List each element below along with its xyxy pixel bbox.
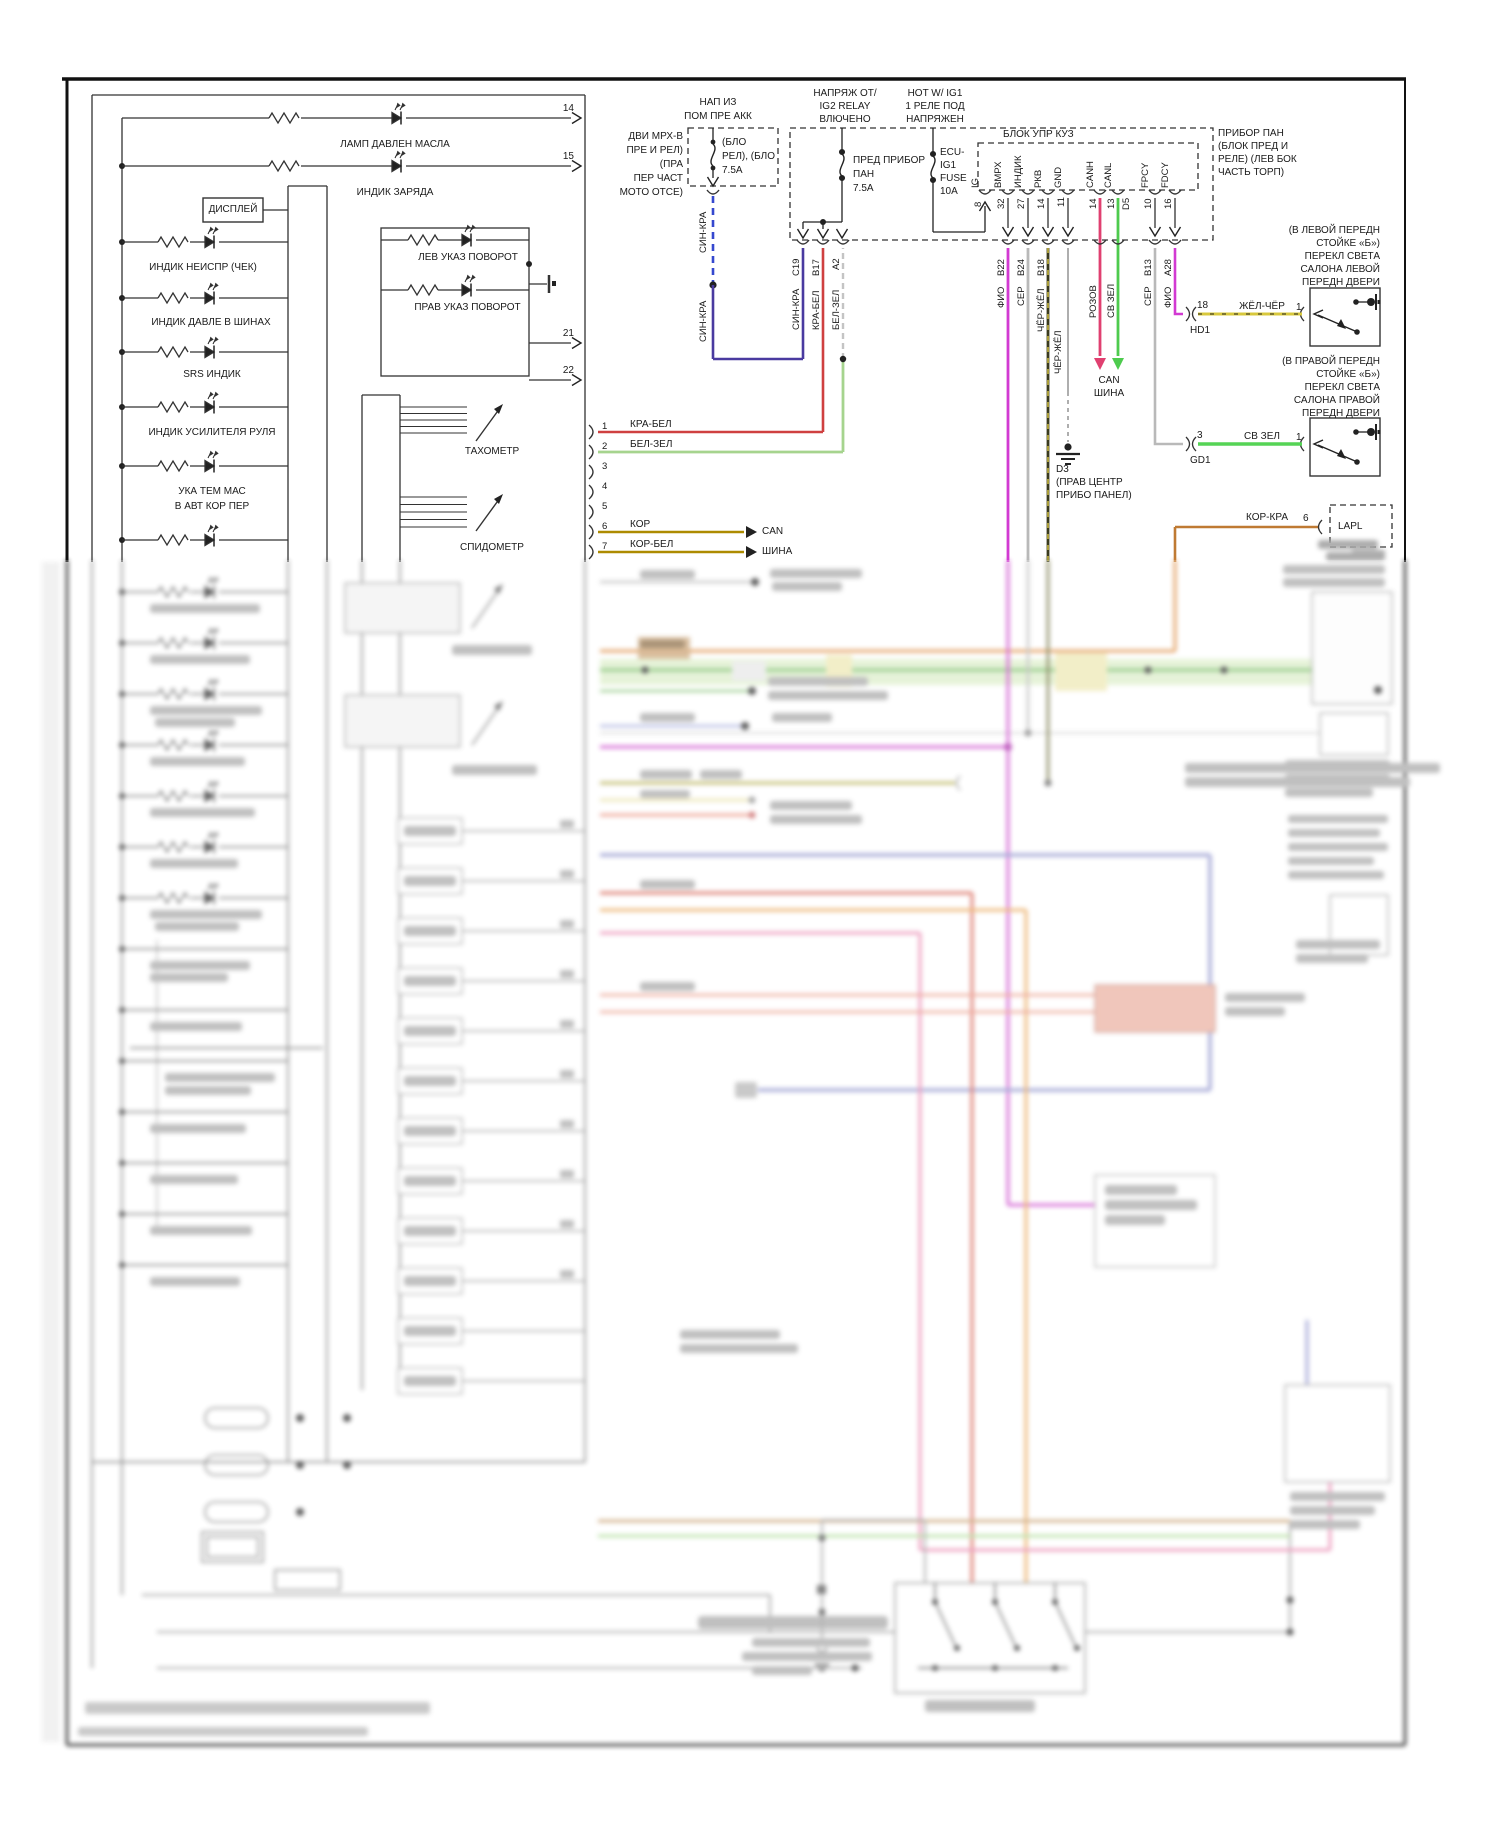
door-right-h1: (В ПРАВОЙ ПЕРЕДН <box>1282 356 1380 367</box>
bcm-num-14: 14 <box>1036 198 1047 209</box>
blurred-lamp-rows <box>119 578 323 1286</box>
ig1-header-2: 1 РЕЛЕ ПОД <box>905 101 965 112</box>
blurred-bottom-left <box>78 1408 1294 1736</box>
door-right-h2: СТОЙКЕ «Б») <box>1316 369 1380 380</box>
oil-lamp-label: ЛАМП ДАВЛЕН МАСЛА <box>340 139 450 150</box>
hd1-id: HD1 <box>1190 325 1211 336</box>
door-left-h4: САЛОНА ЛЕВОЙ <box>1300 264 1380 275</box>
bcm-pin-gnd: GND <box>1053 166 1064 188</box>
wire-kor-kra-label: КОР-КРА <box>1246 512 1288 523</box>
door-right-sw-pin: 1 <box>1296 432 1302 443</box>
batt-fuse-2: РЕЛ), (БЛО <box>722 151 776 162</box>
batt-fuse-1: (БЛО <box>722 137 747 148</box>
pin-a28: A28 <box>1163 259 1174 276</box>
bcm-num-16: 16 <box>1163 198 1174 209</box>
wire-b18: ЧЁР-ЖЁЛ <box>1036 288 1047 332</box>
d3-loc-2: ПРИБО ПАНЕЛ) <box>1056 490 1132 501</box>
pin-5: 5 <box>602 501 608 512</box>
speedometer-label: СПИДОМЕТР <box>460 542 524 553</box>
bcm-pin-canh: CANH <box>1085 161 1096 188</box>
ig1-fuse-4: 10А <box>940 186 958 197</box>
blurred-wire-runs <box>598 560 1330 1583</box>
bcm-num-32: 32 <box>996 198 1007 209</box>
bcm-pin-ig: IG <box>970 177 981 188</box>
wire-label-kor-bel: КОР-БЕЛ <box>630 539 674 550</box>
wire-label-bel-zel: БЕЛ-ЗЕЛ <box>630 439 673 450</box>
ig1-fuse-2: IG1 <box>940 160 957 171</box>
wire-svzel: СВ ЗЕЛ <box>1106 283 1117 318</box>
door-left-h3: ПЕРЕКЛ СВЕТА <box>1304 251 1380 262</box>
wire-a28: ФИО <box>1163 286 1174 308</box>
pin-b13: B13 <box>1143 259 1154 276</box>
panel-label-4: ЧАСТЬ ТОРП) <box>1218 167 1285 178</box>
blurred-middle-gauges <box>345 583 537 775</box>
panel-label-2: (БЛОК ПРЕД И <box>1218 141 1289 152</box>
bcm-pin-fdcy: FDCY <box>1160 162 1171 188</box>
bcm-num-11: 11 <box>1056 197 1067 207</box>
ig1-fuse-3: FUSE <box>940 173 967 184</box>
door-left-h2: СТОЙКЕ «Б») <box>1316 238 1380 249</box>
steering-lamp-label: ИНДИК УСИЛИТЕЛЯ РУЛЯ <box>148 427 276 438</box>
tire-lamp-label: ИНДИК ДАВЛЕ В ШИНАХ <box>151 317 271 328</box>
pin-b24: B24 <box>1016 259 1027 276</box>
wire-sin-kra-label-2: СИН-КРА <box>698 300 709 342</box>
door-left-h1: (В ЛЕВОЙ ПЕРЕДН <box>1288 225 1380 236</box>
door-left-h5: ПЕРЕДН ДВЕРИ <box>1302 277 1380 288</box>
door-right-h5: ПЕРЕДН ДВЕРИ <box>1302 408 1380 419</box>
pin-7: 7 <box>602 541 608 552</box>
batt-header-1: НАП ИЗ <box>699 97 737 108</box>
pin-b18: B18 <box>1036 259 1047 276</box>
door-right-h3: ПЕРЕКЛ СВЕТА <box>1304 382 1380 393</box>
wire-sin-kra-label-1: СИН-КРА <box>698 211 709 253</box>
bcm-pin-indik: ИНДИК <box>1013 155 1024 188</box>
pin-4: 4 <box>602 481 608 492</box>
lapl-id: LAPL <box>1338 521 1363 532</box>
atf-lamp-label-1: УКА ТЕМ МАС <box>178 486 246 497</box>
wire-label-kor: КОР <box>630 519 651 530</box>
pin-c19: C19 <box>791 258 802 276</box>
ig2-header-3: ВЛЮЧЕНО <box>819 114 871 125</box>
d3-id: D3 <box>1056 464 1069 475</box>
tachometer-label: ТАХОМЕТР <box>464 446 520 457</box>
wire-sv-zel-label: СВ ЗЕЛ <box>1244 431 1280 442</box>
pin-2: 2 <box>602 441 608 452</box>
exit-num-15: 15 <box>562 151 574 162</box>
can-bus-label-1: CAN <box>1098 375 1120 386</box>
pin-3: 3 <box>602 461 608 472</box>
bcm-pin-fpcy: FPCY <box>1140 162 1151 188</box>
blurred-right-boxes <box>1095 540 1392 1529</box>
bcm-num-27: 27 <box>1016 198 1027 209</box>
ig1-header-3: НАПРЯЖЕН <box>906 114 964 125</box>
bcm-pin-canl: CANL <box>1103 162 1114 188</box>
bus-arrow-label: ШИНА <box>762 546 793 557</box>
pin-b17: B17 <box>811 259 822 276</box>
door-left-sw-pin: 1 <box>1296 302 1302 313</box>
wire-label-kra-bel: КРА-БЕЛ <box>630 419 672 430</box>
d3-loc-1: (ПРАВ ЦЕНТР <box>1056 477 1123 488</box>
pin-a2: A2 <box>831 258 842 270</box>
batt-src-3: (ПРА <box>659 159 683 170</box>
bcm-pin-rkv: РКВ <box>1033 169 1044 188</box>
bcm-num-canl: 13 <box>1106 198 1117 209</box>
display-label: ДИСПЛЕЙ <box>208 204 258 215</box>
batt-src-4: ПЕР ЧАСТ <box>633 173 683 184</box>
bcm-title: БЛОК УПР КУЗ <box>1000 129 1077 141</box>
wire-b17: КРА-БЕЛ <box>811 290 822 330</box>
wire-b24: СЕР <box>1016 286 1027 306</box>
ig2-header-2: IG2 RELAY <box>819 101 871 112</box>
pin-6: 6 <box>602 521 608 532</box>
ig2-header-1: НАПРЯЖ ОТ/ <box>813 88 877 99</box>
exit-num-14: 14 <box>562 103 574 114</box>
exit-num-21: 21 <box>562 328 574 339</box>
bcm-num-10: 10 <box>1143 198 1154 209</box>
ig2-fuse-2: ПАН <box>853 169 875 180</box>
exit-num-22: 22 <box>562 365 574 376</box>
pin-1: 1 <box>602 421 608 432</box>
ig2-fuse-1: ПРЕД ПРИБОР <box>853 155 926 166</box>
batt-src-5: МОТО ОТСЕ) <box>619 187 683 198</box>
can-bus-label-2: ШИНА <box>1093 388 1125 399</box>
bcm-pin-d5: D5 <box>1121 197 1132 210</box>
batt-header-2: ПОМ ПРЕ АКК <box>684 111 752 122</box>
batt-src-2: ПРЕ И РЕЛ) <box>626 145 683 156</box>
pin-b22: B22 <box>996 259 1007 276</box>
can-arrow-label: CAN <box>762 526 784 537</box>
check-lamp-label: ИНДИК НЕИСПР (ЧЕК) <box>149 262 257 273</box>
gd1-pin: 3 <box>1197 430 1203 441</box>
wire-cher-zhel-2: ЧЁР-ЖЁЛ <box>1053 330 1064 374</box>
wire-b13: СЕР <box>1143 286 1154 306</box>
gd1-id: GD1 <box>1190 455 1211 466</box>
ig2-fuse-3: 7.5А <box>853 183 874 194</box>
panel-label-1: ПРИБОР ПАН <box>1218 128 1284 139</box>
charge-lamp-label: ИНДИК ЗАРЯДА <box>356 187 434 198</box>
lapl-pin: 6 <box>1303 513 1309 524</box>
srs-lamp-label: SRS ИНДИК <box>183 369 241 380</box>
wire-c19: СИН-КРА <box>791 288 802 330</box>
turn-right-label: ПРАВ УКАЗ ПОВОРОТ <box>414 302 521 313</box>
wire-b22: ФИО <box>996 286 1007 308</box>
door-right-h4: САЛОНА ПРАВОЙ <box>1293 395 1380 406</box>
wire-a2: БЕЛ-ЗЕЛ <box>831 289 842 330</box>
panel-label-3: РЕЛЕ) (ЛЕВ БОК <box>1218 154 1297 165</box>
batt-src-1: ДВИ МРХ-В <box>628 131 683 142</box>
turn-left-label: ЛЕВ УКАЗ ПОВОРОТ <box>418 252 518 263</box>
wire-zhel-cher-label: ЖЁЛ-ЧЁР <box>1239 301 1285 312</box>
ig1-fuse-1: ECU- <box>940 147 965 158</box>
batt-fuse-3: 7.5А <box>722 165 743 176</box>
hd1-pin: 18 <box>1197 300 1209 311</box>
bcm-num-8: 8 <box>973 201 984 207</box>
bcm-pin-vmrh: ВМРХ <box>993 161 1004 188</box>
blurred-middle-box-column <box>398 818 585 1394</box>
atf-lamp-label-2: В АВТ КОР ПЕР <box>174 501 250 512</box>
bcm-num-canh: 14 <box>1088 198 1099 209</box>
wire-rozov: РОЗОВ <box>1088 285 1099 318</box>
ig1-header-1: HOT W/ IG1 <box>907 88 963 99</box>
